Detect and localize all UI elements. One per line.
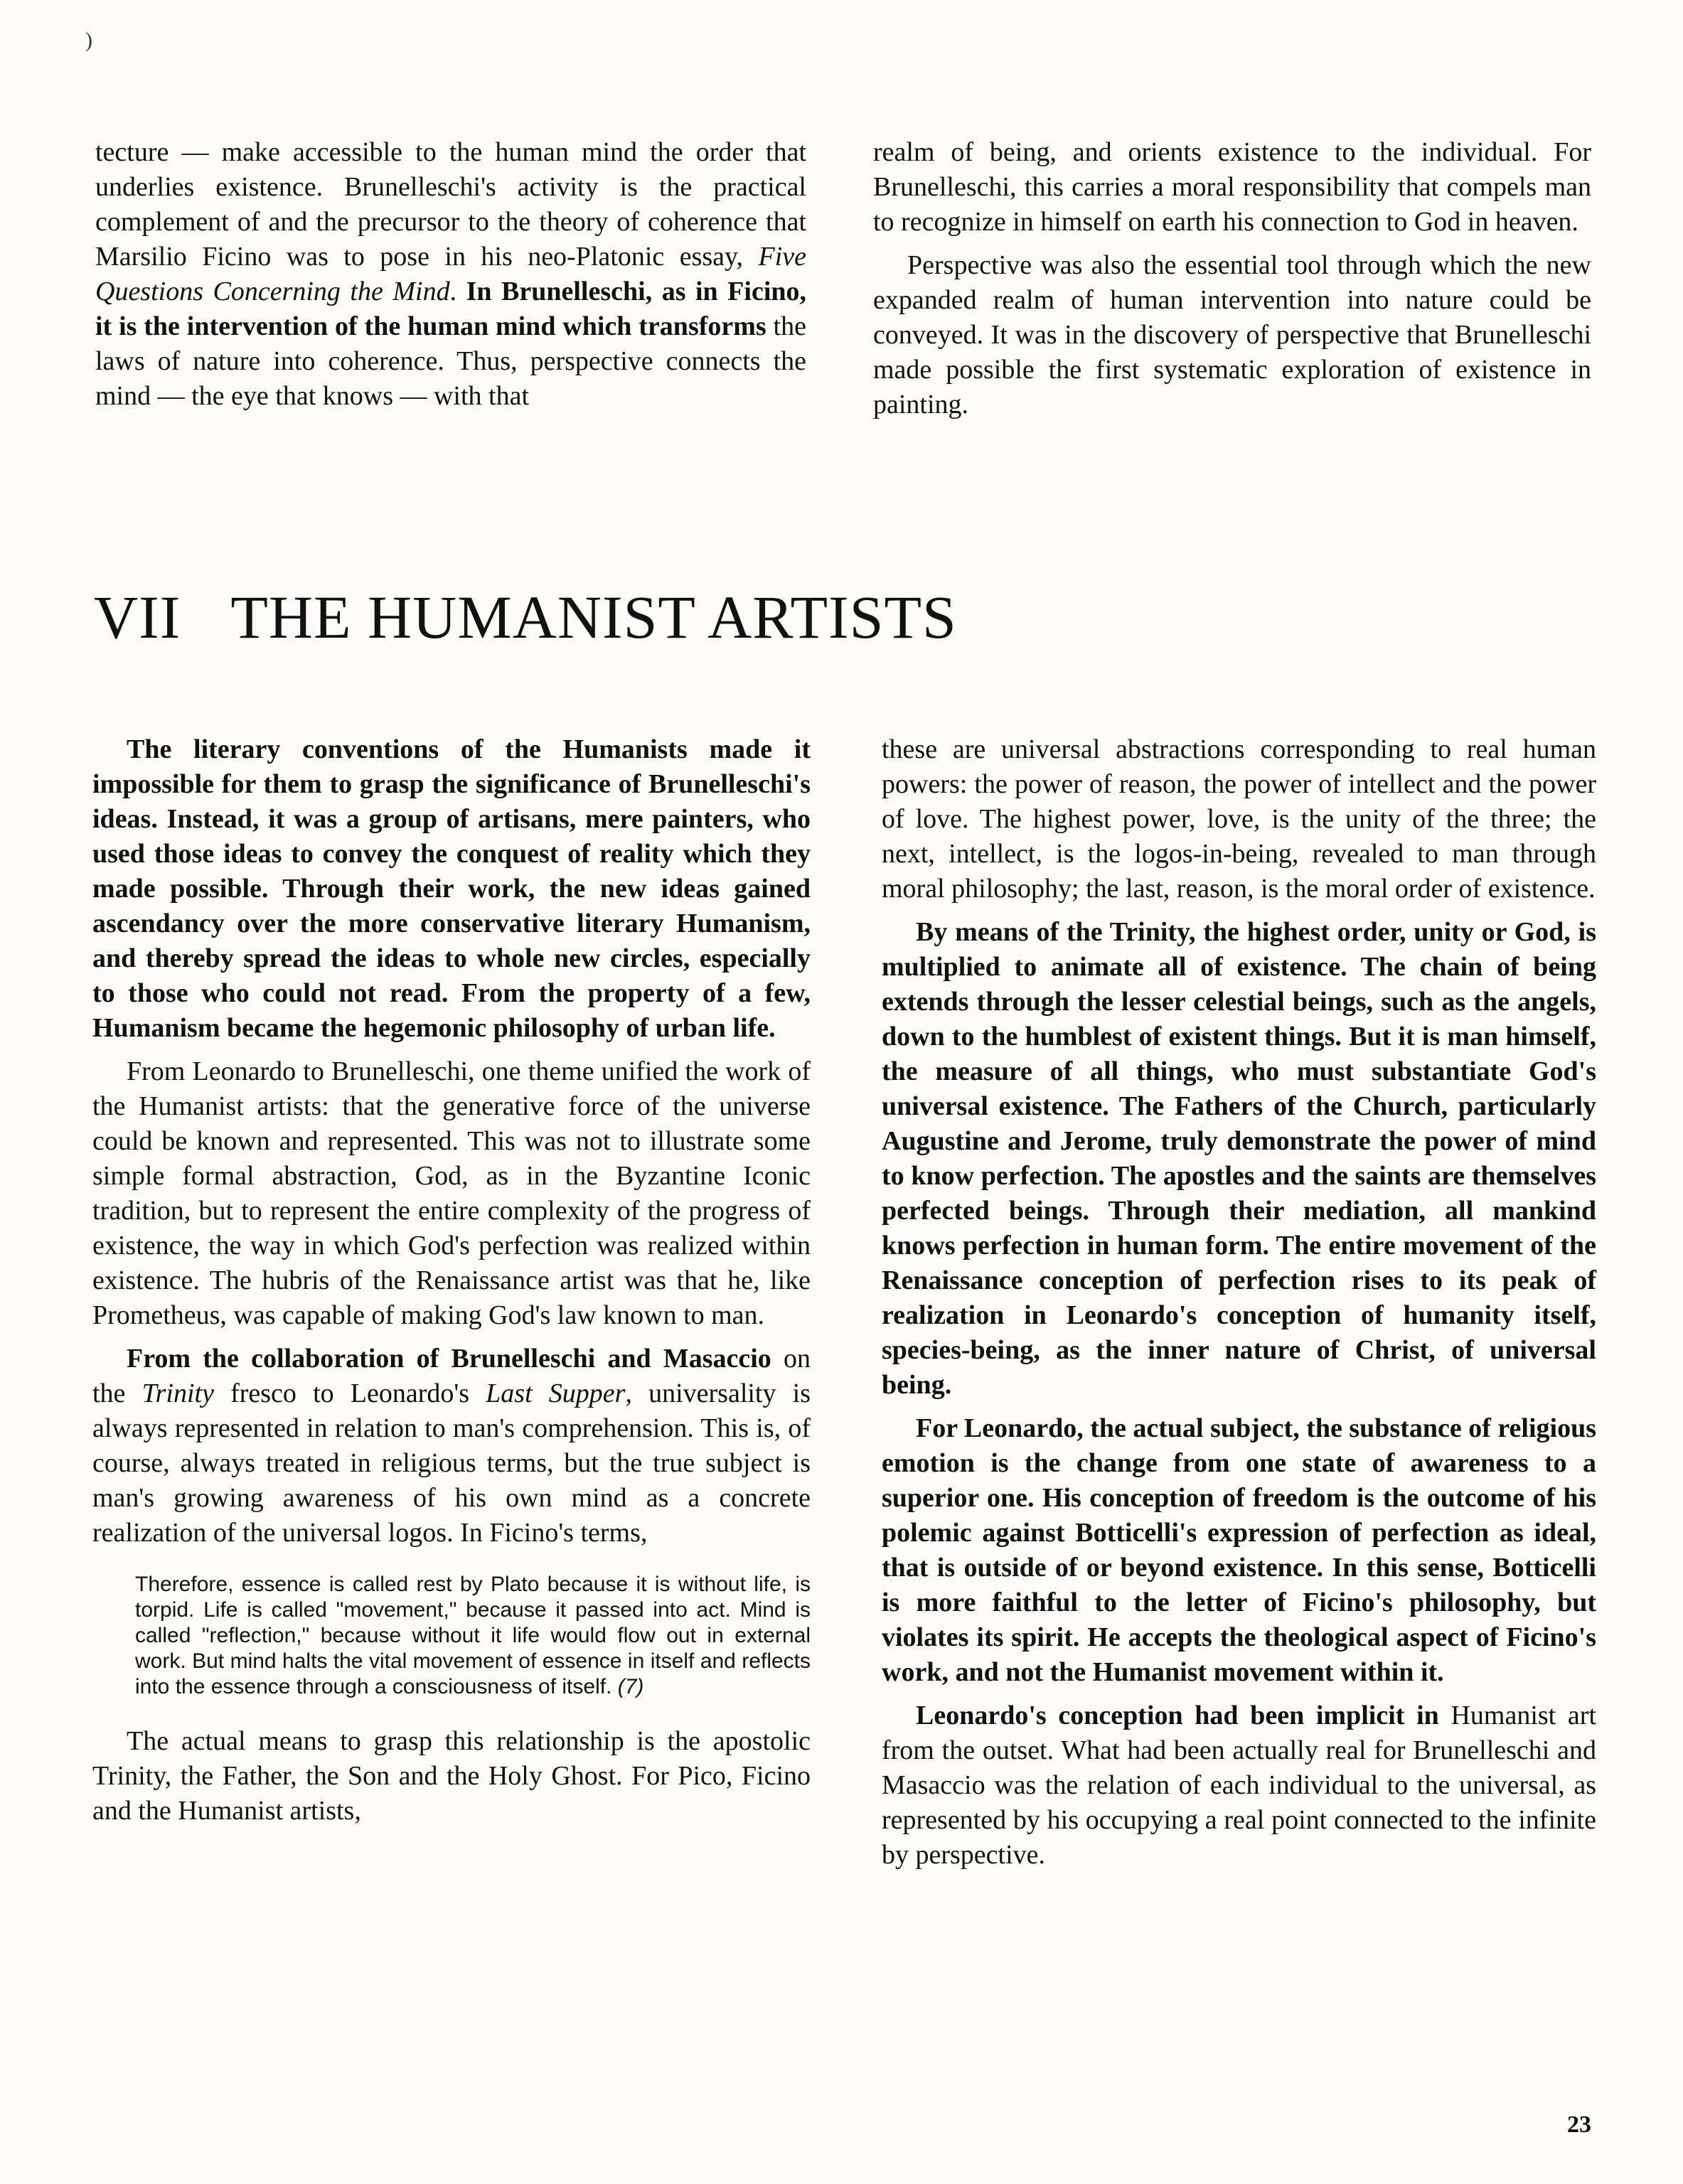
section-heading	[94, 582, 957, 653]
essay-title: Five Questions Concerning the Mind	[95, 242, 806, 306]
top-right-paragraph-1: realm of being, and orients existence to the individual. For Brunelleschi, this carries a moral responsibility that compels man to recognize in himself on earth his connection to God in heaven.	[873, 137, 1591, 237]
citation-ref: (7)	[617, 1675, 644, 1698]
bottom-left-column	[92, 732, 811, 1837]
right-paragraph-3: For Leonardo, the actual subject, the substance of religious emotion is the change from one state of awareness to a superior one. His conception of freedom is the outcome of his polemic against Botticelli's expression of perfection as ideal, that is outside of or beyond existence. In this sense, Botticelli is more faithful to the letter of Ficino's philosophy, but violates its spirit. He accepts the theological aspect of Ficino's work, and not the Humanist movement within it.	[882, 1413, 1597, 1687]
left-paragraph-1: The literary conventions of the Humanists made it impossible for them to grasp the significance of Brunelleschi's ideas. Instead, it was a group of artisans, mere painters, who used those ideas to convey the conquest of reality which they made possible. Through their work, the new ideas gained ascendancy over the more conservative literary Humanism, and thereby spread the ideas to whole new circles, especially to those who could not read. From the property of a few, Humanism became the hegemonic philosophy of urban life.	[92, 734, 811, 1043]
top-left-paragraph: tecture — make accessible to the human mind the order that underlies existence. Brunelleschi's activity is the practical complement of and the precursor to the theory of coherence that Marsilio Ficino was to pose in his neo-Platonic essay, Five Questions Concerning the Mind. In Brunelleschi, as in Ficino, it is the intervention of the human mind which transforms the laws of nature into coherence. Thus, perspective connects the mind — the eye that knows — with that	[95, 137, 807, 411]
margin-mark: )	[85, 28, 92, 52]
left-paragraph-2: From Leonardo to Brunelleschi, one theme unified the work of the Humanist artists: that the generative force of the universe could be known and represented. This was not to illustrate some simple formal abstraction, God, as in the Byzantine Iconic tradition, but to represent the entire complexity of the progress of existence, the way in which God's perfection was realized within existence. The hubris of the Renaissance artist was that he, like Prometheus, was capable of making God's law known to man.	[92, 1056, 811, 1330]
right-paragraph-1: these are universal abstractions corresponding to real human powers: the power of reason, the power of intellect and the power of love. The highest power, love, is the unity of the three; the next, intellect, is the logos-in-being, revealed to man through moral philosophy; the last, reason, is the moral order of existence.	[882, 734, 1596, 904]
trinity-title: Trinity	[141, 1379, 214, 1408]
right-paragraph-4: Leonardo's conception had been implicit in Humanist art from the outset. What had been actually real for Brunelleschi and Masaccio was the relation of each individual to the universal, as represented by his occupying a real point connected to the infinite by perspective.	[882, 1701, 1596, 1870]
section-number: VII	[94, 583, 181, 651]
page-number: 23	[1567, 2111, 1591, 2138]
last-supper-title: Last Supper	[486, 1379, 626, 1408]
bottom-right-column	[882, 732, 1596, 1881]
left-paragraph-4: The actual means to grasp this relationship is the apostolic Trinity, the Father, the Son and the Holy Ghost. For Pico, Ficino and the Humanist artists,	[92, 1726, 811, 1826]
section-title: THE HUMANIST ARTISTS	[230, 583, 957, 651]
left-paragraph-3: From the collaboration of Brunelleschi and Masaccio on the Trinity fresco to Leonardo's Last Supper, universality is always represented in relation to man's comprehension. This is, of course, always treated in religious terms, but the true subject is man's growing awareness of his own mind as a concrete realization of the universal logos. In Ficino's terms,	[92, 1344, 811, 1548]
top-right-paragraph-2: Perspective was also the essential tool through which the new expanded realm of human intervention into nature could be conveyed. It was in the discovery of perspective that Brunelleschi made possible the first systematic exploration of existence in painting.	[873, 250, 1591, 419]
block-quote: Therefore, essence is called rest by Plato because it is without life, is torpid. Life is called "movement," because it passed into act. Mind is called "reflection," because without it life would flow out in external work. But mind halts the vital movement of essence in itself and reflects into the essence through a consciousness of itself. (7)	[135, 1573, 811, 1698]
top-right-column	[873, 135, 1591, 431]
right-paragraph-2: By means of the Trinity, the highest order, unity or God, is multiplied to animate all of existence. The chain of being extends through the lesser celestial beings, such as the angels, down to the humblest of existent things. But it is man himself, the measure of all things, who must substantiate God's universal existence. The Fathers of the Church, particularly Augustine and Jerome, truly demonstrate the power of mind to know perfection. The apostles and the saints are themselves perfected beings. Through their mediation, all mankind knows perfection in human form. The entire movement of the Renaissance conception of perfection rises to its peak of realization in Leonardo's conception of humanity itself, species-being, as the inner nature of Christ, of universal being.	[882, 917, 1596, 1400]
top-left-column	[95, 135, 806, 422]
